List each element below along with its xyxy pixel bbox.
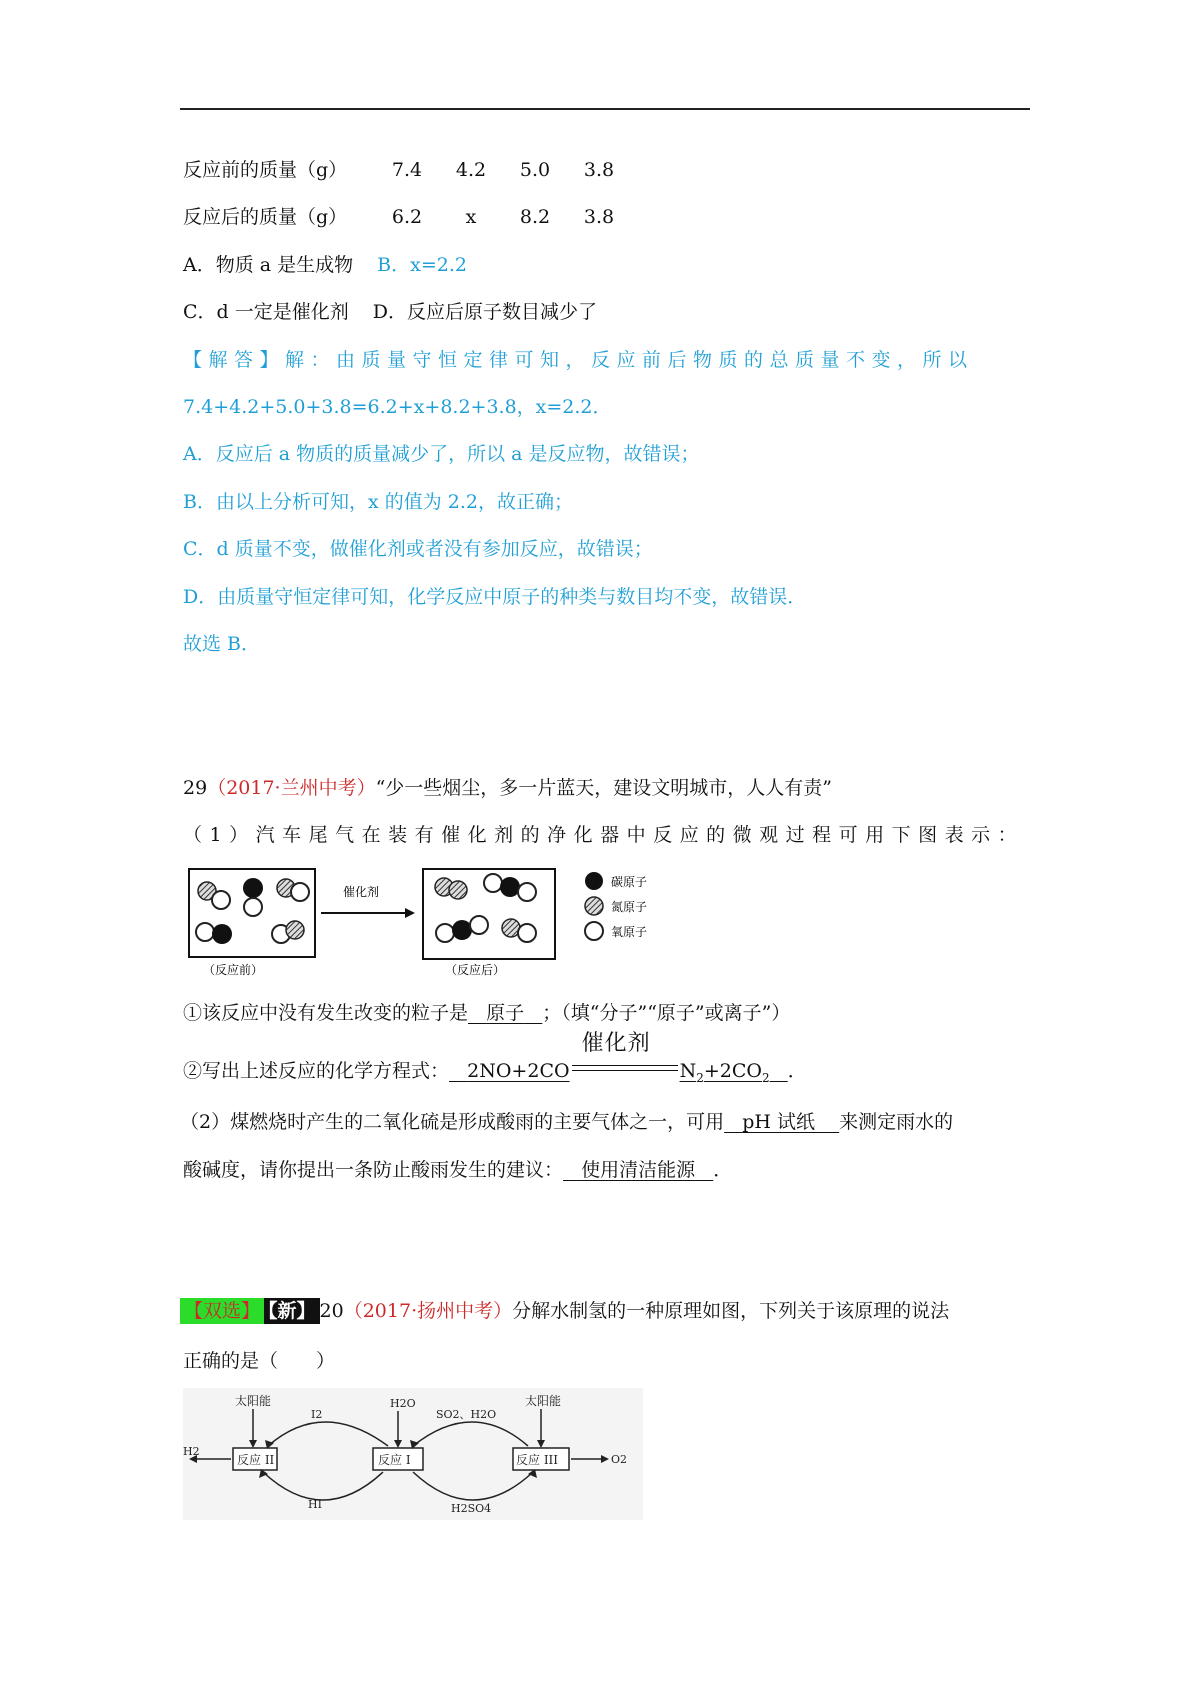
q29-part2b: 酸碱度，请你提出一条防止酸雨发生的建议： 使用清洁能源 ．: [183, 1159, 733, 1181]
tag-new: 【新】: [264, 1298, 320, 1324]
h2o-label: H2O: [390, 1397, 416, 1410]
sun-label-right: 太阳能: [525, 1394, 562, 1408]
q20-stem2: 正确的是（ ）: [183, 1350, 336, 1372]
option-d: D．反应后原子数目减少了: [372, 301, 597, 323]
answer-final: 故选 B．: [183, 633, 261, 655]
option-c: C．d 一定是催化剂: [183, 301, 349, 323]
question-number: 20: [319, 1300, 344, 1322]
question-source: （2017·扬州中考）: [343, 1300, 513, 1322]
q29-part1: （1）汽车尾气在装有催化剂的净化器中反应的微观过程可用下图表示：: [183, 824, 1025, 846]
q29-part2: [180, 1109, 953, 1135]
box-reaction-1: 反应 I: [378, 1453, 411, 1467]
tag-double-choice: 【双选】: [180, 1298, 264, 1324]
row-label: 反应后的质量（g）: [183, 206, 348, 228]
catalyst-arrow: 催化剂: [572, 1051, 678, 1077]
part2b-answer: 使用清洁能源: [581, 1159, 696, 1181]
question-source: （2017·兰州中考）: [207, 777, 376, 799]
cell: 6.2: [391, 206, 423, 228]
sub1-answer: 原子: [486, 1002, 525, 1024]
part2-tail: 来测定雨水的: [839, 1111, 954, 1133]
part2-prompt: （2）煤燃烧时产生的二氧化硫是形成酸雨的主要气体之一，可用: [180, 1111, 725, 1133]
arrow-catalyst-label: 催化剂: [343, 885, 380, 899]
h2so4-label: H2SO4: [451, 1502, 492, 1515]
after-label: （反应后）: [445, 963, 506, 977]
before-label: （反应前）: [203, 963, 264, 977]
o2-label: O2: [611, 1453, 628, 1466]
table-row-before: [183, 157, 631, 183]
answer-d: D．由质量守恒定律可知，化学反应中原子的种类与数目均不变，故错误．: [183, 586, 807, 608]
options-ab: [183, 252, 467, 278]
sub2-prompt: ②写出上述反应的化学方程式：: [183, 1060, 450, 1082]
h2-label: H2: [183, 1445, 200, 1458]
cell: 7.4: [391, 159, 423, 181]
box-reaction-2: 反应 II: [237, 1453, 275, 1467]
header-rule: [180, 108, 1030, 110]
box-reaction-3: 反应 III: [516, 1453, 559, 1467]
question-stem: 分解水制氢的一种原理如图，下列关于该原理的说法: [512, 1300, 950, 1322]
table-row-after: [183, 204, 631, 230]
sub1-prompt: ①该反应中没有发生改变的粒子是: [183, 1002, 469, 1024]
answer-a: A．反应后 a 物质的质量减少了，所以 a 是反应物，故错误；: [183, 443, 700, 465]
hi-label: HI: [308, 1498, 322, 1511]
option-b: B．x=2.2: [377, 254, 467, 276]
cell: 8.2: [519, 206, 551, 228]
row-label: 反应前的质量（g）: [183, 159, 348, 181]
legend-nitrogen: 氮原子: [611, 900, 648, 914]
answer-line-2: 7.4+4.2+5.0+3.8=6.2+x+8.2+3.8，x=2.2．: [183, 396, 612, 418]
so2-h2o-label: SO2、H2O: [436, 1408, 497, 1421]
legend-carbon: 碳原子: [611, 875, 648, 889]
answer-c: C．d 质量不变，做催化剂或者没有参加反应，故错误；: [183, 538, 653, 560]
options-cd: [183, 299, 597, 325]
question-quote: “少一些烟尘，多一片蓝天，建设文明城市，人人有责”: [375, 777, 833, 799]
cell: 3.8: [583, 206, 615, 228]
molecule-figure: [183, 863, 693, 978]
i2-label: I2: [311, 1408, 323, 1421]
q29-sub1: [183, 1000, 790, 1026]
q29-sub2: ②写出上述反应的化学方程式： 2NO+2CO 催化剂 $N_2+2CO_2$ ．: [183, 1031, 807, 1085]
q29-title: [183, 775, 832, 801]
sub1-hint: ；（填“分子”“原子”或离子”）: [542, 1002, 791, 1024]
part2b-prompt: 酸碱度，请你提出一条防止酸雨发生的建议：: [183, 1159, 564, 1181]
cell: 3.8: [583, 159, 615, 181]
answer-b: B．由以上分析可知，x 的值为 2.2，故正确；: [183, 491, 573, 513]
question-number: 29: [183, 777, 208, 799]
cell: 4.2: [455, 159, 487, 181]
part2-answer: pH 试纸: [742, 1111, 815, 1133]
answer-line-1: 【解答】解：由质量守恒定律可知，反应前后物质的总质量不变，所以: [183, 349, 974, 371]
reaction-cycle-figure: [183, 1388, 643, 1520]
legend-oxygen: 氧原子: [611, 925, 648, 939]
cell: 5.0: [519, 159, 551, 181]
sun-label-left: 太阳能: [235, 1394, 272, 1408]
equation-answer: 2NO+2CO 催化剂 $N_2+2CO_2$: [467, 1031, 770, 1085]
option-a: A．物质 a 是生成物: [183, 254, 354, 276]
cell: x: [465, 206, 477, 228]
q20-title: [180, 1298, 949, 1324]
